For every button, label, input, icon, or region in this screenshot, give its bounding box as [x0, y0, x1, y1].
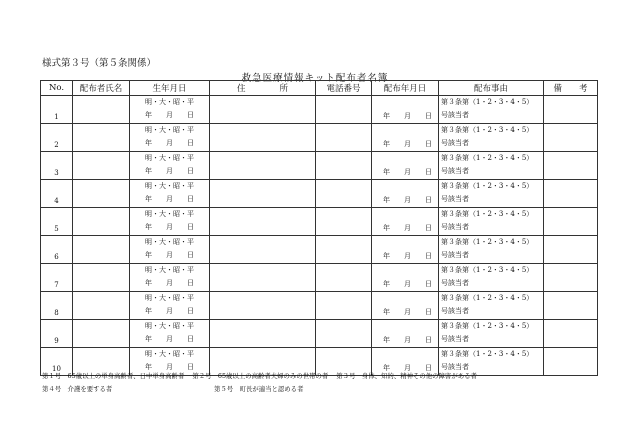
- table-row: [41, 320, 598, 348]
- header-reason: 配布事由: [439, 81, 544, 96]
- reason-applicable: 号該当者: [441, 335, 469, 343]
- remarks-cell[interactable]: [544, 320, 598, 348]
- footnote-2: 第２号 65歳以上の高齢者夫婦のみの世帯の者: [192, 372, 329, 380]
- name-cell[interactable]: [73, 124, 130, 152]
- era-options: 明・大・昭・平: [145, 154, 194, 162]
- address-cell[interactable]: [210, 292, 316, 320]
- distribution-date-cell[interactable]: [372, 96, 439, 124]
- distribution-date-cell[interactable]: [372, 236, 439, 264]
- name-cell[interactable]: [73, 208, 130, 236]
- footnotes: [42, 370, 477, 396]
- distribution-date-ymd: 年 月 日: [383, 112, 432, 120]
- remarks-cell[interactable]: [544, 180, 598, 208]
- reason-cell[interactable]: [439, 264, 544, 292]
- birthdate-ymd: 年 月 日: [145, 111, 194, 119]
- table-row: [41, 96, 598, 124]
- row-number: 2: [41, 124, 73, 152]
- reason-article: 第３条第（1・2・3・4・5）: [441, 126, 534, 134]
- remarks-cell[interactable]: [544, 96, 598, 124]
- reason-applicable: 号該当者: [441, 307, 469, 315]
- page-title: 救急医療情報キット配布者名簿: [241, 73, 389, 84]
- remarks-cell[interactable]: [544, 236, 598, 264]
- phone-cell[interactable]: [316, 180, 372, 208]
- distribution-date-cell[interactable]: [372, 124, 439, 152]
- era-options: 明・大・昭・平: [145, 182, 194, 190]
- phone-cell[interactable]: [316, 96, 372, 124]
- reason-article: 第３条第（1・2・3・4・5）: [441, 238, 534, 246]
- remarks-cell[interactable]: [544, 124, 598, 152]
- table-row: [41, 292, 598, 320]
- header-phone: 電話番号: [316, 81, 372, 96]
- reason-cell[interactable]: [439, 124, 544, 152]
- reason-applicable: 号該当者: [441, 251, 469, 259]
- reason-article: 第３条第（1・2・3・4・5）: [441, 294, 534, 302]
- era-options: 明・大・昭・平: [145, 238, 194, 246]
- era-options: 明・大・昭・平: [145, 126, 194, 134]
- era-options: 明・大・昭・平: [145, 350, 194, 358]
- birthdate-cell[interactable]: [130, 292, 210, 320]
- name-cell[interactable]: [73, 320, 130, 348]
- address-cell[interactable]: [210, 236, 316, 264]
- table-row: [41, 208, 598, 236]
- phone-cell[interactable]: [316, 124, 372, 152]
- distribution-date-cell[interactable]: [372, 152, 439, 180]
- birthdate-ymd: 年 月 日: [145, 139, 194, 147]
- footnote-line-1: [42, 370, 477, 383]
- table-row: [41, 180, 598, 208]
- name-cell[interactable]: [73, 236, 130, 264]
- birthdate-cell[interactable]: [130, 152, 210, 180]
- header-no: No.: [41, 81, 73, 96]
- reason-cell[interactable]: [439, 292, 544, 320]
- row-number: 1: [41, 96, 73, 124]
- distribution-date-cell[interactable]: [372, 292, 439, 320]
- era-options: 明・大・昭・平: [145, 322, 194, 330]
- distribution-date-ymd: 年 月 日: [383, 140, 432, 148]
- distribution-date-cell[interactable]: [372, 264, 439, 292]
- phone-cell[interactable]: [316, 236, 372, 264]
- phone-cell[interactable]: [316, 208, 372, 236]
- remarks-cell[interactable]: [544, 348, 598, 376]
- remarks-cell[interactable]: [544, 292, 598, 320]
- table-row: [41, 264, 598, 292]
- footnote-1: 第１号 65歳以上の単身高齢者、日中単身高齢者: [42, 372, 185, 380]
- row-number: 7: [41, 264, 73, 292]
- distribution-date-ymd: 年 月 日: [383, 196, 432, 204]
- distribution-date-ymd: 年 月 日: [383, 280, 432, 288]
- distribution-date-ymd: 年 月 日: [383, 168, 432, 176]
- row-number: 9: [41, 320, 73, 348]
- address-cell[interactable]: [210, 180, 316, 208]
- reason-article: 第３条第（1・2・3・4・5）: [441, 350, 534, 358]
- distribution-date-ymd: 年 月 日: [383, 336, 432, 344]
- reason-cell[interactable]: [439, 96, 544, 124]
- distribution-register-table: [40, 80, 598, 376]
- distribution-date-ymd: 年 月 日: [383, 308, 432, 316]
- header-address: 住 所: [210, 81, 316, 96]
- distribution-date-cell[interactable]: [372, 320, 439, 348]
- reason-applicable: 号該当者: [441, 111, 469, 119]
- era-options: 明・大・昭・平: [145, 294, 194, 302]
- reason-cell[interactable]: [439, 320, 544, 348]
- reason-cell[interactable]: [439, 180, 544, 208]
- name-cell[interactable]: [73, 96, 130, 124]
- phone-cell[interactable]: [316, 152, 372, 180]
- row-number: 10: [41, 348, 73, 376]
- name-cell[interactable]: [73, 264, 130, 292]
- phone-cell[interactable]: [316, 264, 372, 292]
- phone-cell[interactable]: [316, 292, 372, 320]
- birthdate-cell[interactable]: [130, 124, 210, 152]
- birthdate-ymd: 年 月 日: [145, 279, 194, 287]
- reason-applicable: 号該当者: [441, 363, 469, 371]
- remarks-cell[interactable]: [544, 152, 598, 180]
- birthdate-cell[interactable]: [130, 264, 210, 292]
- name-cell[interactable]: [73, 180, 130, 208]
- row-number: 5: [41, 208, 73, 236]
- era-options: 明・大・昭・平: [145, 98, 194, 106]
- reason-article: 第３条第（1・2・3・4・5）: [441, 322, 534, 330]
- phone-cell[interactable]: [316, 320, 372, 348]
- table-body: [41, 96, 598, 376]
- footnote-3: 第３号 身体、知的、精神その他の障害がある者: [336, 372, 477, 380]
- address-cell[interactable]: [210, 264, 316, 292]
- name-cell[interactable]: [73, 152, 130, 180]
- footnote-4: 第４号 介護を要する者: [42, 385, 113, 393]
- remarks-cell[interactable]: [544, 264, 598, 292]
- reason-cell[interactable]: [439, 208, 544, 236]
- birthdate-ymd: 年 月 日: [145, 195, 194, 203]
- header-distribution-date: 配布年月日: [372, 81, 439, 96]
- footnote-5: 第５号 町長が適当と認める者: [214, 385, 304, 393]
- table-header-row: [41, 81, 598, 96]
- header-remarks: 備 考: [544, 81, 598, 96]
- birthdate-cell[interactable]: [130, 236, 210, 264]
- address-cell[interactable]: [210, 320, 316, 348]
- table-row: [41, 124, 598, 152]
- birthdate-cell[interactable]: [130, 320, 210, 348]
- row-number: 6: [41, 236, 73, 264]
- distribution-date-ymd: 年 月 日: [383, 224, 432, 232]
- reason-applicable: 号該当者: [441, 279, 469, 287]
- distribution-date-cell[interactable]: [372, 208, 439, 236]
- address-cell[interactable]: [210, 124, 316, 152]
- era-options: 明・大・昭・平: [145, 266, 194, 274]
- reason-article: 第３条第（1・2・3・4・5）: [441, 210, 534, 218]
- reason-article: 第３条第（1・2・3・4・5）: [441, 98, 534, 106]
- reason-applicable: 号該当者: [441, 167, 469, 175]
- remarks-cell[interactable]: [544, 208, 598, 236]
- birthdate-ymd: 年 月 日: [145, 251, 194, 259]
- row-number: 3: [41, 152, 73, 180]
- form-number-label: 様式第３号（第５条関係）: [42, 58, 157, 69]
- birthdate-cell[interactable]: [130, 180, 210, 208]
- footnote-line-2: [42, 383, 477, 396]
- birthdate-cell[interactable]: [130, 96, 210, 124]
- reason-cell[interactable]: [439, 236, 544, 264]
- birthdate-ymd: 年 月 日: [145, 363, 194, 371]
- birthdate-ymd: 年 月 日: [145, 223, 194, 231]
- reason-article: 第３条第（1・2・3・4・5）: [441, 154, 534, 162]
- distribution-date-ymd: 年 月 日: [383, 252, 432, 260]
- header-birthdate: 生年月日: [130, 81, 210, 96]
- birthdate-ymd: 年 月 日: [145, 167, 194, 175]
- distribution-date-ymd: 年 月 日: [383, 364, 432, 372]
- reason-applicable: 号該当者: [441, 195, 469, 203]
- birthdate-ymd: 年 月 日: [145, 307, 194, 315]
- distribution-date-cell[interactable]: [372, 180, 439, 208]
- row-number: 4: [41, 180, 73, 208]
- reason-applicable: 号該当者: [441, 139, 469, 147]
- table-row: [41, 152, 598, 180]
- birthdate-ymd: 年 月 日: [145, 335, 194, 343]
- name-cell[interactable]: [73, 292, 130, 320]
- address-cell[interactable]: [210, 152, 316, 180]
- header-name: 配布者氏名: [73, 81, 130, 96]
- birthdate-cell[interactable]: [130, 208, 210, 236]
- address-cell[interactable]: [210, 208, 316, 236]
- address-cell[interactable]: [210, 96, 316, 124]
- era-options: 明・大・昭・平: [145, 210, 194, 218]
- reason-cell[interactable]: [439, 152, 544, 180]
- reason-applicable: 号該当者: [441, 223, 469, 231]
- reason-article: 第３条第（1・2・3・4・5）: [441, 266, 534, 274]
- row-number: 8: [41, 292, 73, 320]
- table-row: [41, 236, 598, 264]
- reason-article: 第３条第（1・2・3・4・5）: [441, 182, 534, 190]
